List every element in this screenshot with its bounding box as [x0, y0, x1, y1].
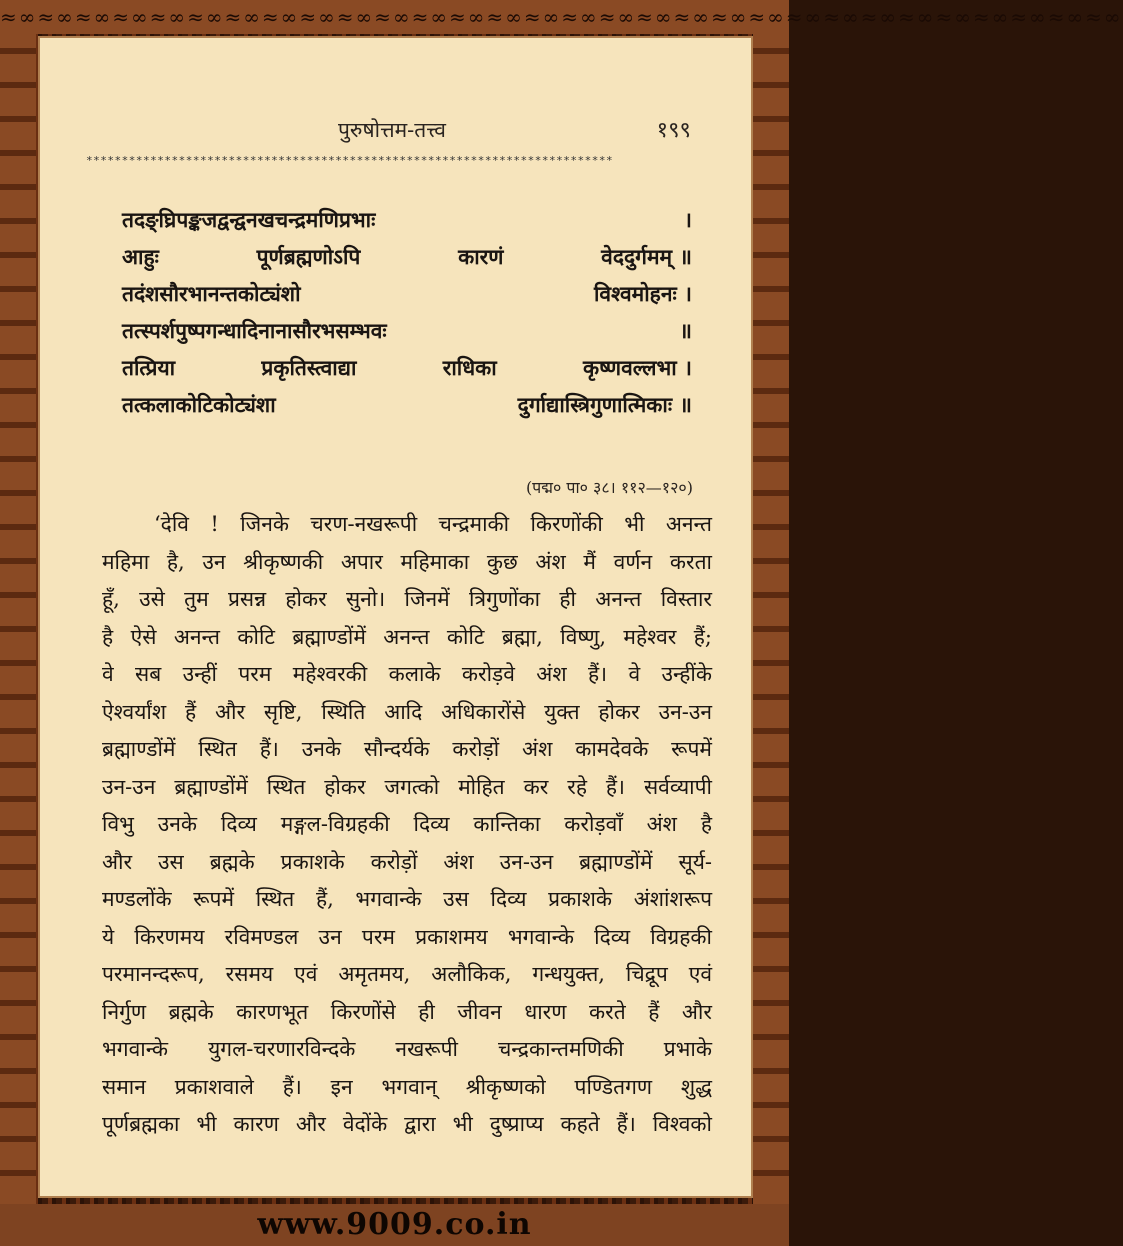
verse-line — [122, 386, 692, 423]
verse-word: तदङ्घ्रिपङ्कजद्वन्द्वनखचन्द्रमणिप्रभाः — [122, 207, 376, 232]
sanskrit-verses — [122, 201, 692, 423]
body-line: ऐश्वर्यांश हैं और सृष्टि, स्थिति आदि अधिकारोंसे युक्त होकर उन-उन — [102, 699, 712, 724]
body-line: ‘देवि ! जिनके चरण-नखरूपी चन्द्रमाकी किरणोंकी भी अनन्त — [154, 512, 712, 536]
verse-word: आहुः — [122, 244, 159, 269]
body-line: समान प्रकाशवाले हैं। इन भगवान् श्रीकृष्णको पण्डितगण शुद्ध — [102, 1074, 712, 1099]
page-number: १९९ — [656, 118, 691, 143]
book-page — [38, 36, 753, 1198]
body-paragraph — [102, 506, 712, 1144]
body-line: निर्गुण ब्रह्मके कारणभूत किरणोंसे ही जीवन धारण करते हैं और — [102, 999, 712, 1024]
verse-word: । — [684, 207, 692, 232]
verse-word: प्रकृतिस्त्वाद्या — [261, 355, 357, 380]
body-line: ब्रह्माण्डोंमें स्थित हैं। उनके सौन्दर्यके करोड़ों अंश कामदेवके रूपमें — [102, 737, 712, 761]
body-line: परमानन्दरूप, रसमय एवं अमृतमय, अलौकिक, गन्धयुक्त, चिद्रूप एवं — [102, 962, 712, 986]
verse-word: कृष्णवल्लभा । — [583, 355, 692, 380]
verse-line — [122, 275, 692, 312]
body-line: मण्डलोंके रूपमें स्थित हैं, भगवान्के उस दिव्य प्रकाशके अंशांशरूप — [102, 887, 712, 911]
verse-word: तत्कलाकोटिकोट्यंशा — [122, 392, 276, 417]
verse-word: राधिका — [442, 355, 497, 380]
body-line: उन-उन ब्रह्माण्डोंमें स्थित होकर जगत्को मोहित कर रहे हैं। सर्वव्यापी — [102, 774, 712, 799]
frame-border-right — [753, 34, 789, 1204]
verse-word: विश्वमोहनः । — [593, 281, 692, 306]
verse-line — [122, 312, 692, 349]
asterisk-divider: ************************************************************************** — [86, 154, 614, 167]
verse-word: वेददुर्गमम् ॥ — [601, 244, 692, 269]
body-line: है ऐसे अनन्त कोटि ब्रह्माण्डोंमें अनन्त कोटि ब्रह्मा, विष्णु, महेश्वर हैं; — [102, 624, 712, 649]
verse-line — [122, 349, 692, 386]
body-line: विभु उनके दिव्य मङ्गल-विग्रहकी दिव्य कान्तिका करोड़वाँ अंश है — [102, 812, 712, 836]
verse-word: तत्स्पर्शपुष्पगन्धादिनानासौरभसम्भवः — [122, 318, 387, 343]
verse-word: कारणं — [458, 244, 504, 269]
body-line: वे सब उन्हीं परम महेश्वरकी कलाके करोड़वे अंश हैं। वे उन्हींके — [102, 662, 712, 686]
body-line: भगवान्के युगल-चरणारविन्दके नखरूपी चन्द्रकान्तमणिकी प्रभाके — [102, 1037, 712, 1061]
verse-word: दुर्गाद्यास्त्रिगुणात्मिकाः ॥ — [517, 392, 692, 417]
frame-border-left — [0, 34, 36, 1204]
verse-word: ॥ — [679, 318, 692, 343]
verse-word: तत्प्रिया — [122, 355, 176, 380]
page-header-title: पुरुषोत्तम-तत्त्व — [338, 118, 446, 142]
verse-line — [122, 238, 692, 275]
body-line: ये किरणमय रविमण्डल उन परम प्रकाशमय भगवान्के दिव्य विग्रहकी — [102, 924, 712, 949]
verse-word: तदंशसौरभानन्तकोट्यंशो — [122, 281, 301, 306]
body-line: और उस ब्रह्मके प्रकाशके करोड़ों अंश उन-उन ब्रह्माण्डोंमें सूर्य- — [102, 849, 712, 874]
verse-citation: (पद्म० पा० ३८। ११२—१२०) — [525, 478, 693, 497]
verse-line — [122, 201, 692, 238]
body-line: महिमा है, उन श्रीकृष्णकी अपार महिमाका कुछ अंश मैं वर्णन करता — [102, 549, 712, 574]
site-url[interactable]: www.9009.co.in — [257, 1207, 532, 1242]
frame-border-top: ≈∞≈∞≈∞≈∞≈∞≈∞≈∞≈∞≈∞≈∞≈∞≈∞≈∞≈∞≈∞≈∞≈∞≈∞≈∞≈∞≈∞≈∞≈∞≈∞≈∞≈∞≈∞≈∞≈∞≈∞ — [0, 0, 789, 34]
body-line: हूँ, उसे तुम प्रसन्न होकर सुनो। जिनमें त्रिगुणोंका ही अनन्त विस्तार — [102, 587, 712, 611]
body-line: पूर्णब्रह्मका भी कारण और वेदोंके द्वारा भी दुष्प्राप्य कहते हैं। विश्वको — [102, 1112, 712, 1136]
verse-word: पूर्णब्रह्मणोऽपि — [256, 244, 361, 269]
